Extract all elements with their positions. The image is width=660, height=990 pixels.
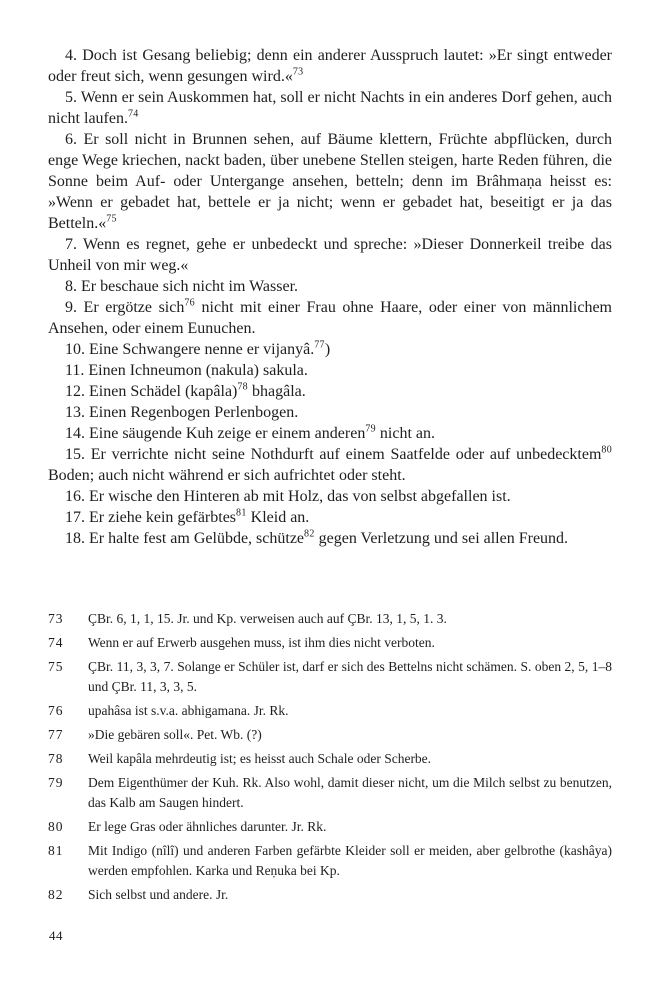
footnote xyxy=(48,701,612,721)
paragraph: 15. Er verrichte nicht seine Nothdurft auf einem Saatfelde oder auf unbedecktem$^{80}$ Boden; auch nicht während er sich aufrichtet oder steht. xyxy=(48,444,612,484)
footnote-text: Dem Eigenthümer der Kuh. Rk. Also wohl, damit dieser nicht, um die Milch selbst zu benutzen, das Kalb am Saugen hindert. xyxy=(88,775,612,810)
footnote-number: 77 xyxy=(48,727,64,742)
footnote-ref: 79 xyxy=(365,423,376,435)
footnote-number: 75 xyxy=(48,659,64,674)
footnote xyxy=(48,633,612,653)
paragraph: 4. Doch ist Gesang beliebig; denn ein anderer Ausspruch lautet: »Er singt entweder oder freut sich, wenn gesungen wird.«$^{73}$ xyxy=(48,47,612,85)
footnote-text: upahâsa ist s.v.a. abhigamana. Jr. Rk. xyxy=(88,703,289,718)
footnote-number: 76 xyxy=(48,703,64,718)
footnote-text: Mit Indigo (nîlî) und anderen Farben gefärbte Kleider soll er meiden, aber gelbrothe (kashâya) werden empfohlen. Karka und Reṇuka bei Kp. xyxy=(88,843,612,878)
footnote-number: 73 xyxy=(48,611,64,626)
paragraph: 9. Er ergötze sich$^{76}$ nicht mit einer Frau ohne Haare, oder einer von männlichem Ansehen, oder einem Eunuchen. xyxy=(48,297,612,337)
footnote-text: Weil kapâla mehrdeutig ist; es heisst auch Schale oder Scherbe. xyxy=(88,751,432,766)
paragraph: 18. Er halte fest am Gelübde, schütze$^{82}$ gegen Verletzung und sei allen Freund. xyxy=(65,528,569,547)
paragraph: 8. Er beschaue sich nicht im Wasser. xyxy=(65,278,299,295)
footnote xyxy=(48,885,612,905)
footnote-number: 81 xyxy=(48,843,64,858)
footnote-ref: 76 xyxy=(184,297,195,309)
footnote-text: ÇBr. 6, 1, 1, 15. Jr. und Kp. verweisen auch auf ÇBr. 13, 1, 5, 1. 3. xyxy=(88,611,447,626)
footnote-number: 78 xyxy=(48,751,64,766)
paragraph: 7. Wenn es regnet, gehe er unbedeckt und spreche: »Dieser Donnerkeil treibe das Unheil von mir weg.« xyxy=(48,236,612,274)
footnote-text: Er lege Gras oder ähnliches darunter. Jr. Rk. xyxy=(88,819,327,834)
footnote-ref: 81 xyxy=(236,507,247,519)
footnote-number: 82 xyxy=(48,887,64,902)
footnote xyxy=(48,609,612,629)
footnote xyxy=(48,773,612,813)
footnote-ref: 80 xyxy=(601,444,612,456)
paragraph: 17. Er ziehe kein gefärbtes$^{81}$ Kleid an. xyxy=(65,507,310,526)
page-number: 44 xyxy=(49,928,63,943)
footnote-ref: 74 xyxy=(127,108,139,120)
main-text xyxy=(48,45,612,549)
footnote xyxy=(48,725,612,745)
paragraph: 5. Wenn er sein Auskommen hat, soll er nicht Nachts in ein anderes Dorf gehen, auch nicht laufen.$^{74}$ xyxy=(48,89,612,127)
footnote-number: 79 xyxy=(48,775,64,790)
footnote-ref: 75 xyxy=(106,213,117,225)
footnote-number: 80 xyxy=(48,819,64,834)
footnote-text: Sich selbst und andere. Jr. xyxy=(88,887,229,902)
paragraph: 6. Er soll nicht in Brunnen sehen, auf Bäume klettern, Früchte abpflücken, durch enge Wege kriechen, nackt baden, über unebene Stellen steigen, harte Reden führen, die Sonne beim Auf- oder Untergange ansehen, betteln; denn im Brâhmaṇa heisst es: »Wenn er gebadet hat, bettele er ja nicht; wenn er gebadet hat, beseitigt er ja das Betteln.«$^{75}$ xyxy=(48,131,612,232)
footnote-text: ÇBr. 11, 3, 3, 7. Solange er Schüler ist, darf er sich des Bettelns nicht schämen. S. oben 2, 5, 1–8 und ÇBr. 11, 3, 3, 5. xyxy=(88,659,612,694)
footnote-ref: 77 xyxy=(314,339,325,351)
footnotes-section xyxy=(48,609,612,905)
paragraph: 10. Eine Schwangere nenne er vijanyâ.$^{77}$) xyxy=(65,339,331,358)
paragraph-list xyxy=(48,45,612,549)
footnote-ref: 73 xyxy=(292,66,304,78)
paragraph: 11. Einen Ichneumon (nakula) sakula. xyxy=(65,362,308,379)
paragraph: 13. Einen Regenbogen Perlenbogen. xyxy=(65,404,299,421)
footnote xyxy=(48,817,612,837)
footnote-text: Wenn er auf Erwerb ausgehen muss, ist ihm dies nicht verboten. xyxy=(88,635,435,650)
footnote xyxy=(48,841,612,881)
paragraph: 16. Er wische den Hinteren ab mit Holz, das von selbst abgefallen ist. xyxy=(65,488,511,505)
paragraph: 12. Einen Schädel (kapâla)$^{78}$ bhagâla. xyxy=(65,381,306,400)
footnote xyxy=(48,749,612,769)
footnote-ref: 78 xyxy=(237,381,248,393)
footnote-ref: 82 xyxy=(304,528,315,540)
footnote-text: »Die gebären soll«. Pet. Wb. (?) xyxy=(88,727,262,742)
paragraph: 14. Eine säugende Kuh zeige er einem anderen$^{79}$ nicht an. xyxy=(65,423,436,442)
footnote-number: 74 xyxy=(48,635,64,650)
footnote xyxy=(48,657,612,697)
